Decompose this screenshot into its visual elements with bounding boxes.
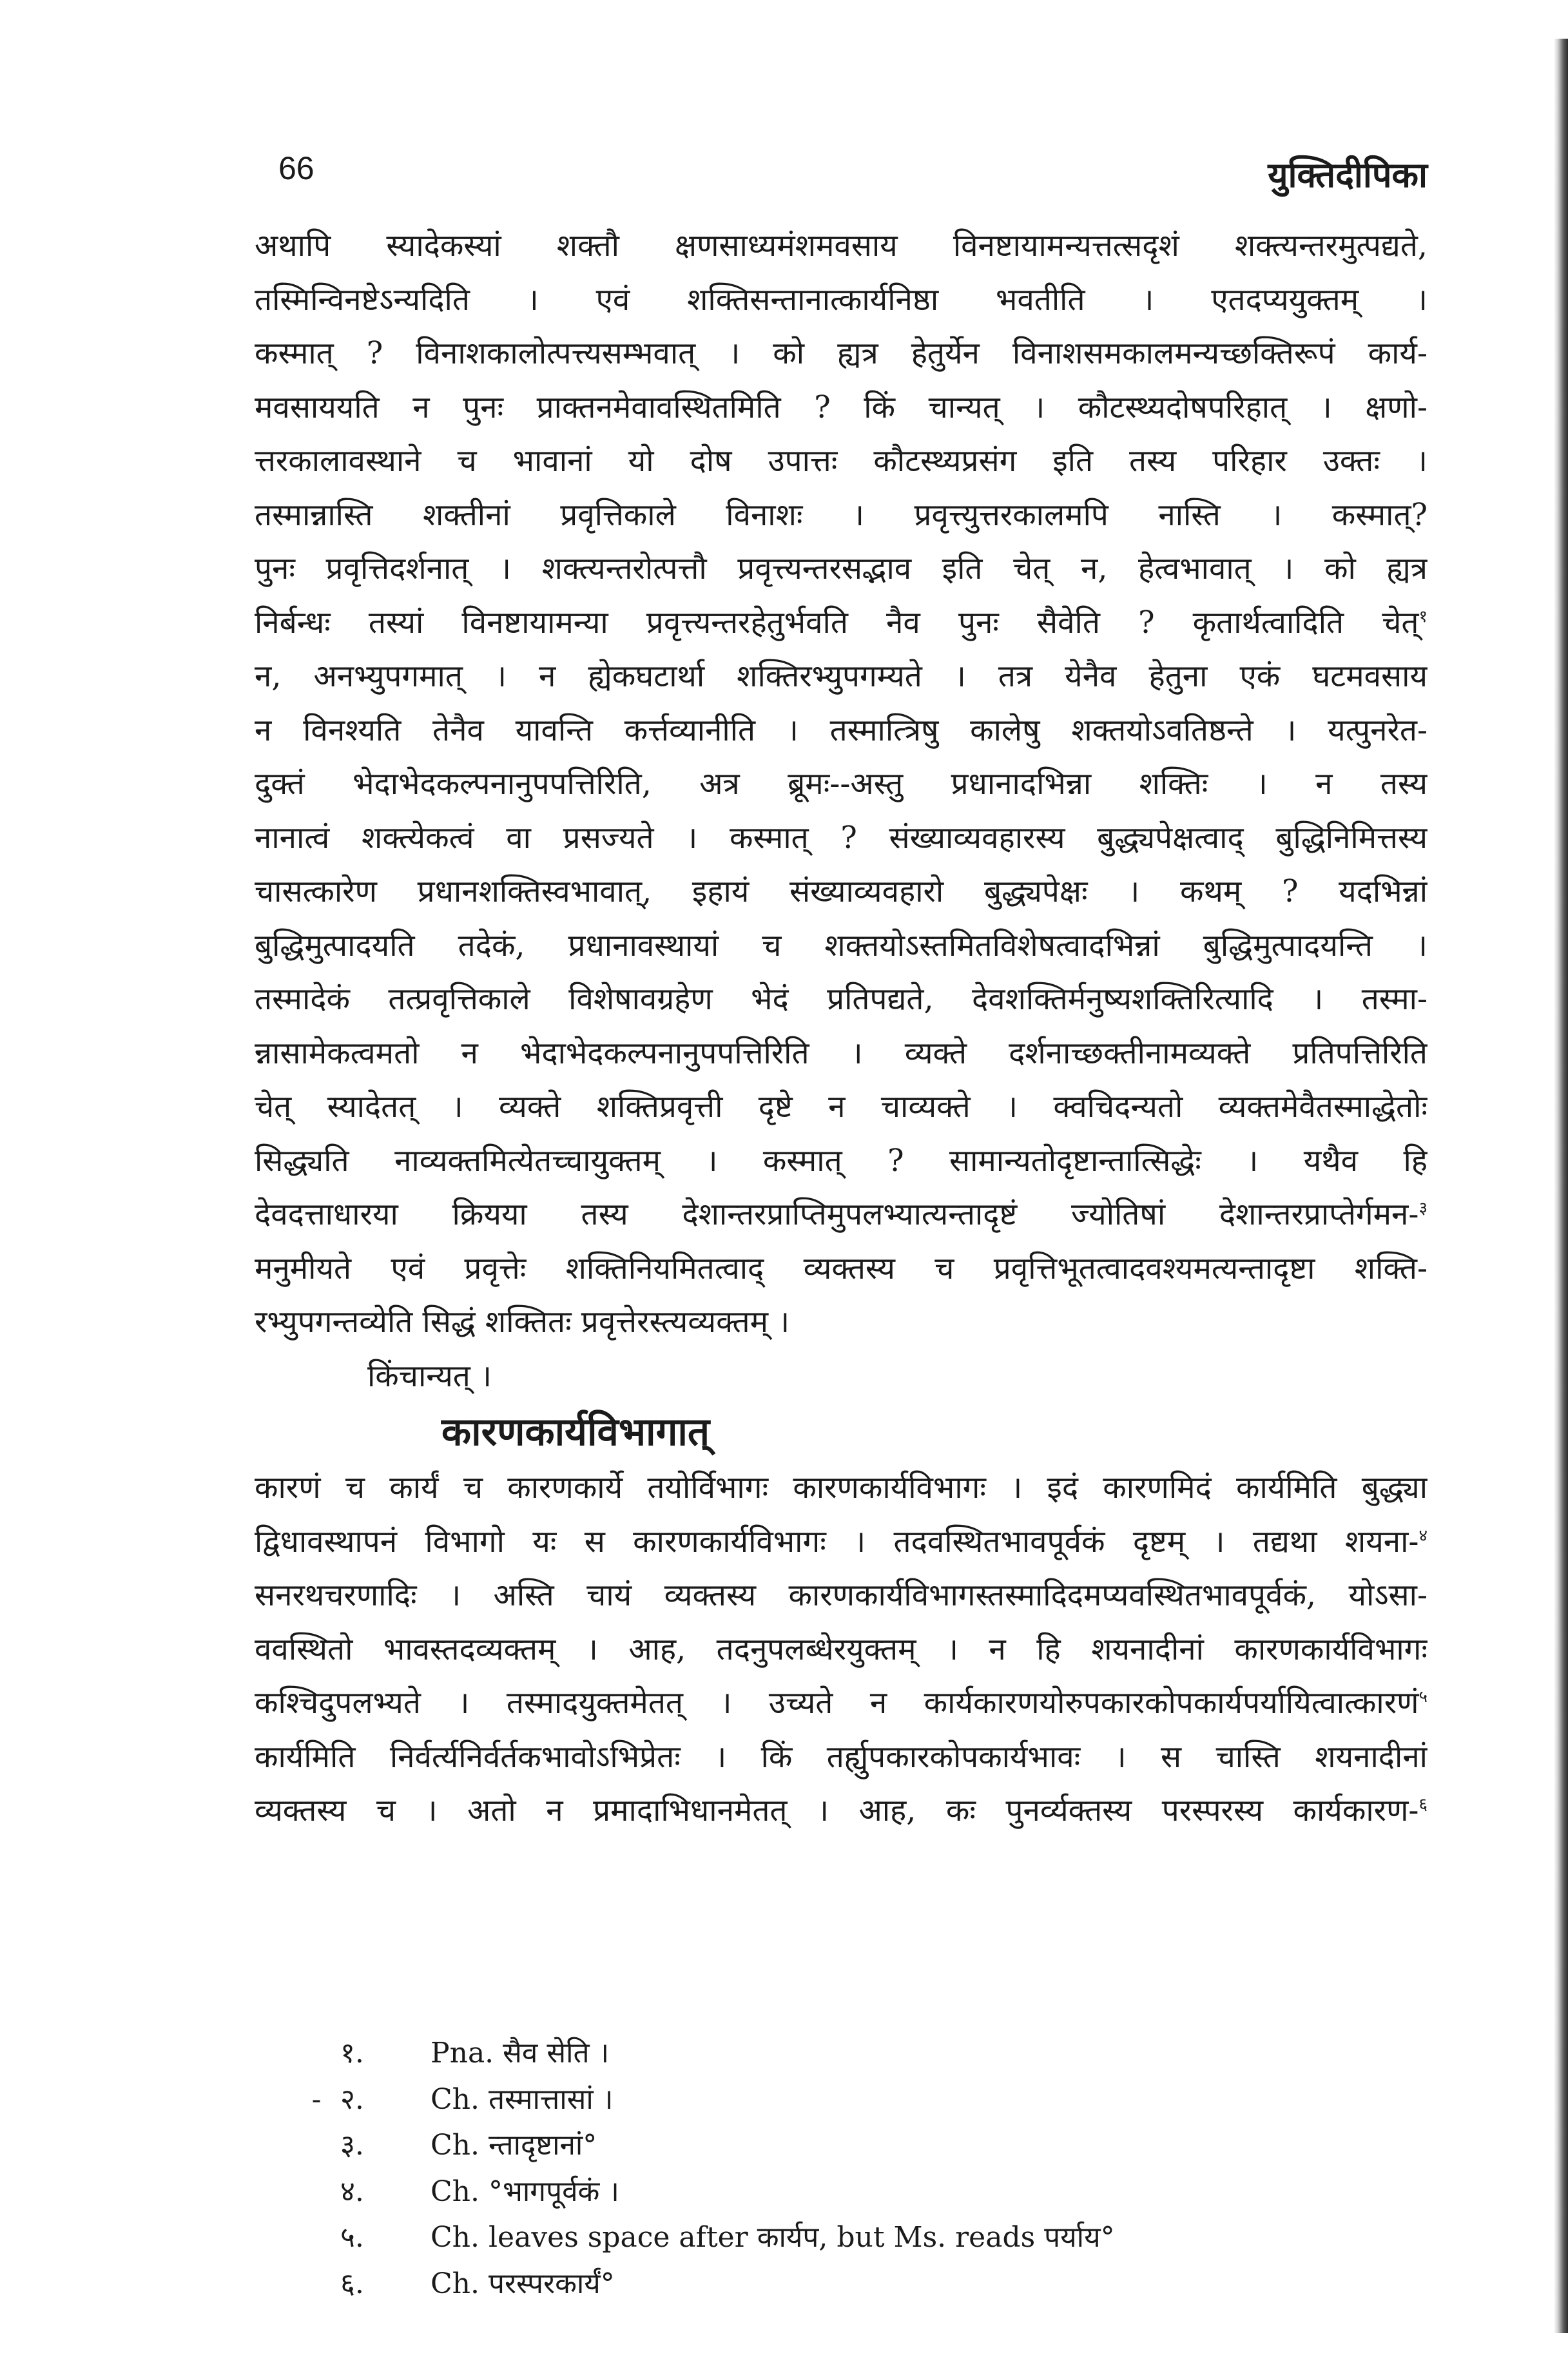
text-line: मवसाययति न पुनः प्राक्तनमेवावस्थितमिति ? किं चान्यत् । कौटस्थ्यदोषपरिहात् । क्षणो- [255,389,1428,425]
text-line: दुक्तं भेदाभेदकल्पनानुपपत्तिरिति, अत्र ब्रूमः--अस्तु प्रधानादभिन्ना शक्तिः । न तस्य [255,766,1428,802]
footnote-text: Ch. परस्परकार्यं° [431,2267,615,2300]
footnote-ref: ४ [1418,1526,1428,1546]
footnote-text: Ch. तस्मात्तासां । [431,2082,614,2116]
text-line: चेत् स्यादेतत् । व्यक्ते शक्तिप्रवृत्ती दृष्टे न चाव्यक्ते । क्वचिदन्यतो व्यक्तमेवैतस्माद्धेतोः [255,1089,1428,1125]
text-line: पुनः प्रवृत्तिदर्शनात् । शक्त्यन्तरोत्पत्तौ प्रवृत्त्यन्तरसद्भाव इति चेत् न, हेत्वभावात् । को ह्यत्र [255,551,1428,586]
text-line: मनुमीयते एवं प्रवृत्तेः शक्तिनियमितत्वाद् व्यक्तस्य च प्रवृत्तिभूतत्वादवश्यमत्यन्तादृष्टा शक्ति- [255,1250,1428,1286]
text-line: ववस्थितो भावस्तदव्यक्तम् । आह, तदनुपलब्धेरयुक्तम् । न हि शयनादीनां कारणकार्यविभागः [255,1631,1428,1667]
text-line: न विनश्यति तेनैव यावन्ति कर्त्तव्यानीति । तस्मात्त्रिषु कालेषु शक्तयोऽवतिष्ठन्ते । यत्पुनरेत- [255,712,1428,748]
page-number: 66 [278,150,315,186]
text-line: तस्मान्नास्ति शक्तीनां प्रवृत्तिकाले विनाशः । प्रवृत्त्युत्तरकालमपि नास्ति । कस्मात्? [255,497,1428,533]
text-line: कारणं च कार्यं च कारणकार्ये तयोर्विभागः कारणकार्यविभागः । इदं कारणमिदं कार्यमिति बुद्ध्या [255,1470,1428,1506]
text-line: चासत्कारेण प्रधानशक्तिस्वभावात्, इहायं संख्याव्यवहारो बुद्ध्यपेक्षः । कथम् ? यदभिन्नां [255,874,1428,909]
binding-edge [1554,39,1568,2333]
text-line: सनरथचरणादिः । अस्ति चायं व्यक्तस्य कारणकार्यविभागस्तस्मादिदमप्यवस्थितभावपूर्वकं, योऽसा- [255,1578,1428,1613]
text-line: कार्यमिति निर्वर्त्यनिर्वर्तकभावोऽभिप्रेतः । किं तर्ह्युपकारकोपकार्यभावः । स चास्ति शयनादीनां [255,1739,1428,1775]
text-line: तस्मादेकं तत्प्रवृत्तिकाले विशेषावग्रहेण भेदं प्रतिपद्यते, देवशक्तिर्मनुष्यशक्तिरित्यादि । तस्मा- [255,982,1428,1017]
section-heading: कारणकार्यविभागात् [441,1410,710,1455]
running-head: युक्तिदीपिका [1268,154,1428,195]
footnote-number: २. [340,2082,364,2116]
footnote-text: Ch. leaves space after कार्यप, but Ms. reads पर्याय° [431,2221,1115,2254]
footnote-item [340,2030,1371,2077]
footnote-text: Ch. °भागपूर्वकं । [431,2175,619,2208]
margin-mark: - [311,2082,322,2116]
text-line: तस्मिन्विनष्टेऽन्यदिति । एवं शक्तिसन्तानात्कार्यनिष्ठा भवतीति । एतदप्ययुक्तम् । [255,282,1428,318]
footnote-item [311,2077,1371,2123]
footnote-number: ३. [340,2129,364,2162]
footnote-ref: ५ [1418,1687,1428,1707]
text-line: सिद्ध्यति नाव्यक्तमित्येतच्चायुक्तम् । कस्मात् ? सामान्यतोदृष्टान्तात्सिद्धेः । यथैव हि [255,1143,1428,1179]
text-line: कस्मात् ? विनाशकालोत्पत्त्यसम्भवात् । को ह्यत्र हेतुर्येन विनाशसमकालमन्यच्छक्तिरूपं कार्य- [255,336,1428,371]
footnote-item [340,2214,1371,2261]
text-line: त्तरकालावस्थाने च भावानां यो दोष उपात्तः कौटस्थ्यप्रसंग इति तस्य परिहार उक्तः । [255,443,1428,479]
footnote-number: १. [340,2037,364,2069]
kim-canyat-line: किंचान्यत् । [367,1358,492,1394]
text-line: न्नासामेकत्वमतो न भेदाभेदकल्पनानुपपत्तिरिति । व्यक्ते दर्शनाच्छक्तीनामव्यक्ते प्रतिपत्तिरिति [255,1035,1428,1071]
text-line: कश्चिदुपलभ्यते । तस्मादयुक्तमेतत् । उच्यते न कार्यकारणयोरुपकारकोपकार्यपर्यायित्वात्कारणं$^५$ [255,1685,1428,1721]
text-line: बुद्धिमुत्पादयति तदेकं, प्रधानावस्थायां च शक्तयोऽस्तमितविशेषत्वादभिन्नां बुद्धिमुत्पादयन्ति । [255,927,1428,964]
footnote-text: Ch. न्तादृष्टानां° [431,2129,597,2162]
footnote-ref: ६ [1418,1795,1428,1815]
text-line: न, अनभ्युपगमात् । न ह्येकघटार्था शक्तिरभ्युपगम्यते । तत्र येनैव हेतुना एकं घटमवसाय [255,659,1428,694]
text-line: रभ्युपगन्तव्येति सिद्धं शक्तितः प्रवृत्तेरस्त्यव्यक्तम् । [255,1304,790,1340]
body-text [255,219,1428,1838]
footnote-number: ६. [340,2267,364,2300]
text-line: द्विधावस्थापनं विभागो यः स कारणकार्यविभागः । तदवस्थितभावपूर्वकं दृष्टम् । तद्यथा शयना-$^४$ [255,1524,1428,1560]
footnotes [311,2030,1371,2307]
footnote-ref: ३ [1418,1199,1428,1219]
footnote-item [340,2169,1371,2215]
footnote-number: ५. [340,2221,364,2254]
footnote-ref: १ [1418,606,1428,626]
footnote-text: Pna. सैव सेति । [431,2037,610,2069]
text-line: देवदत्ताधारया क्रियया तस्य देशान्तरप्राप्तिमुपलभ्यात्यन्तादृष्टं ज्योतिषां देशान्तरप्राप्तेर्गमन-$^३$ [255,1197,1428,1232]
footnote-number: ४. [340,2175,364,2208]
text-line: निर्बन्धः तस्यां विनष्टायामन्या प्रवृत्त्यन्तरहेतुर्भवति नैव पुनः सैवेति ? कृतार्थत्वादिति चेत्$^१$ [255,605,1428,641]
text-line: अथापि स्यादेकस्यां शक्तौ क्षणसाध्यमंशमवसाय विनष्टायामन्यत्तत्सदृशं शक्त्यन्तरमुत्पद्यते, [255,228,1428,264]
footnote-item [340,2261,1371,2307]
text-line: व्यक्तस्य च । अतो न प्रमादाभिधानमेतत् । आह, कः पुनर्व्यक्तस्य परस्परस्य कार्यकारण-$^६$ [255,1793,1428,1828]
footnote-item [340,2122,1371,2169]
text-line: नानात्वं शक्त्येकत्वं वा प्रसज्यते । कस्मात् ? संख्याव्यवहारस्य बुद्ध्यपेक्षत्वाद् बुद्धिनिमित्तस्य [255,820,1428,856]
